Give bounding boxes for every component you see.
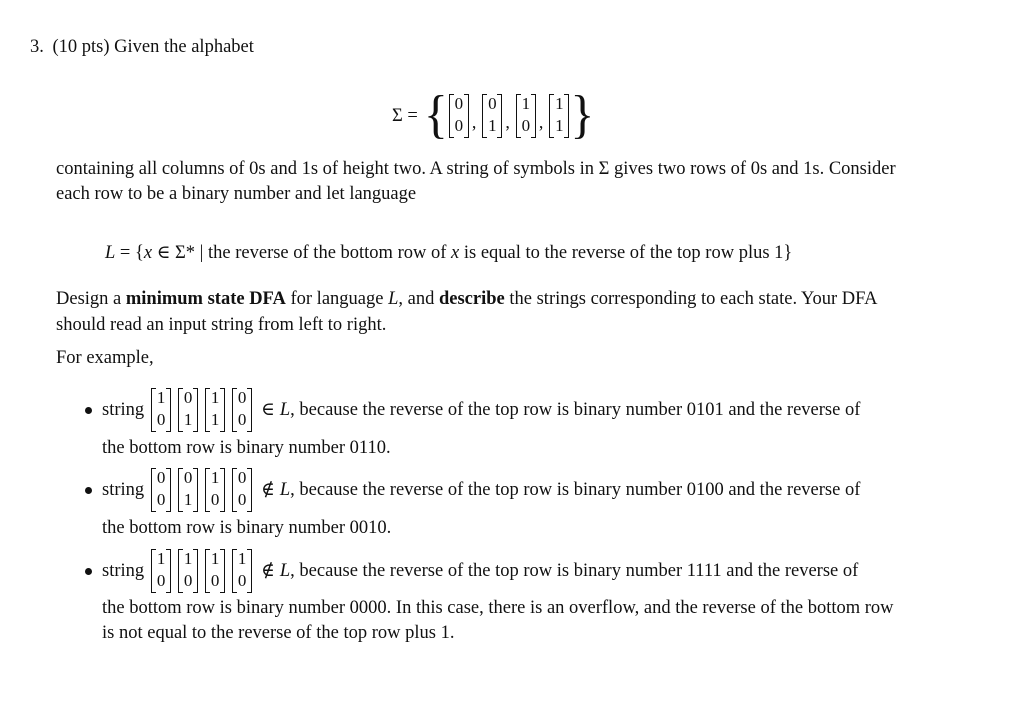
example-column: 0 0 (151, 468, 171, 512)
bullet-icon (85, 568, 92, 575)
bullet-icon (85, 487, 92, 494)
language-definition: L = {x ∈ Σ* | the reverse of the bottom row of x is equal to the reverse of the top row plus 1} (105, 243, 793, 263)
example-3: string 1 0 1 0 1 0 1 0 ∉ L , because the reverse of the top row is binary number 1111 and the reverse of (102, 549, 858, 593)
problem-number: 3. (30, 37, 44, 57)
example-column: 1 0 (151, 549, 171, 593)
example-column: 1 0 (232, 549, 252, 593)
example-column: 1 1 (205, 388, 225, 432)
bullet-icon (85, 407, 92, 414)
example-column: 0 0 (232, 388, 252, 432)
example-column: 1 0 (151, 388, 171, 432)
example-1: string 1 0 0 1 1 1 0 0 ∈ L , because the reverse of the top row is binary number 0101 and the reverse of (102, 388, 860, 432)
alphabet-column: 0 0 (449, 94, 469, 138)
task-line-2: should read an input string from left to right. (56, 315, 387, 335)
problem-points: (10 pts) Given the alphabet (52, 37, 254, 57)
alphabet-column: 1 0 (516, 94, 536, 138)
example-column: 0 0 (232, 468, 252, 512)
task-line-1: Design a minimum state DFA for language L, and describe the strings corresponding to each state. Your DFA (56, 289, 878, 309)
close-brace: } (570, 84, 595, 144)
example-1-line-2: the bottom row is binary number 0110. (102, 438, 391, 458)
problem-header (30, 35, 254, 60)
example-column: 1 0 (205, 549, 225, 593)
example-column: 0 1 (178, 388, 198, 432)
example-3-line-2: the bottom row is binary number 0000. In this case, there is an overflow, and the reverse of the bottom row (102, 598, 894, 618)
example-column: 1 0 (178, 549, 198, 593)
for-example: For example, (56, 348, 154, 368)
example-2: string 0 0 0 1 1 0 0 0 ∉ L , because the reverse of the top row is binary number 0100 and the reverse of (102, 468, 860, 512)
open-brace: { (423, 84, 448, 144)
alphabet-set: Σ = { 0 0 , 0 1 , 1 0 , 1 1 } (392, 84, 595, 144)
description-line-1: containing all columns of 0s and 1s of height two. A string of symbols in Σ gives two rows of 0s and 1s. Consider (56, 159, 896, 179)
example-column: 1 0 (205, 468, 225, 512)
alphabet-column: 0 1 (482, 94, 502, 138)
example-3-line-3: is not equal to the reverse of the top row plus 1. (102, 623, 455, 643)
alphabet-column: 1 1 (549, 94, 569, 138)
sigma-symbol: Σ = (392, 105, 418, 126)
example-2-line-2: the bottom row is binary number 0010. (102, 518, 392, 538)
example-column: 0 1 (178, 468, 198, 512)
description-line-2: each row to be a binary number and let language (56, 184, 417, 204)
